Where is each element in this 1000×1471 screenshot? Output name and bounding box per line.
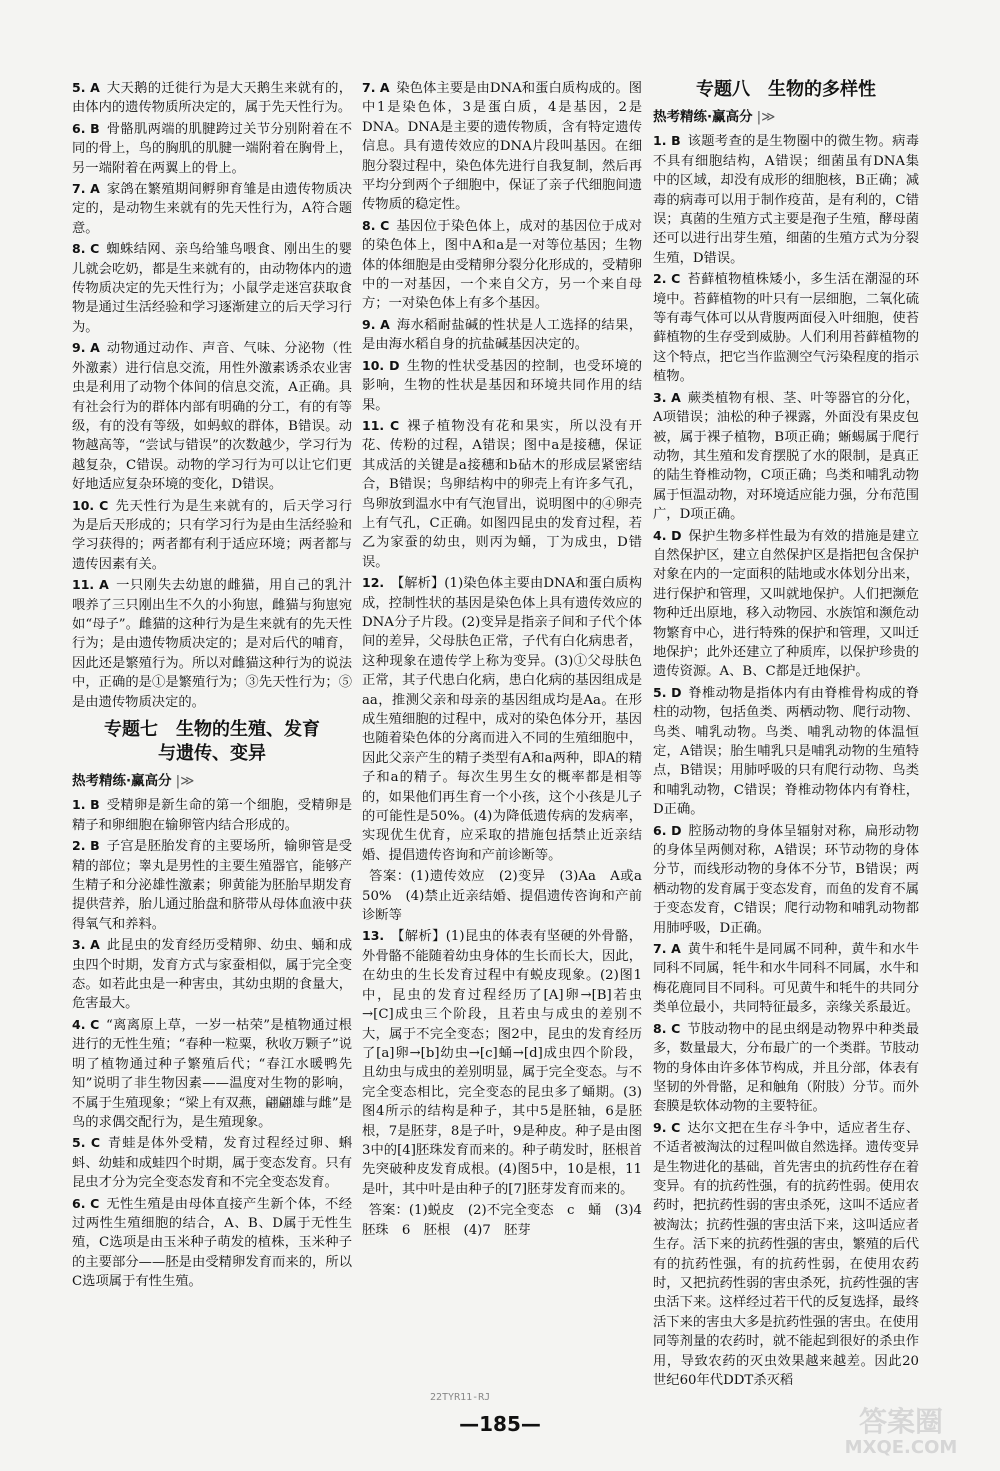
answer-text: 裸子植物没有花和果实，所以没有开花、传粉的过程，A错误；图中a是接穗，保证其成活的关键是a接穗和b砧木的形成层紧密结合，B错误；鸟卵结构中的卵壳上有许多气孔，鸟卵放到温水中有气泡冒出，说明图中的④卵壳上有气孔，C正确。如图四昆虫的发育过程，若乙为家蚕的幼虫，则丙为蛹，丁为成虫，D错误。 — [362, 418, 643, 570]
answer-number: 1. B — [653, 133, 681, 149]
answer-number: 5. C — [72, 1135, 101, 1151]
answer-number: 9. A — [72, 340, 100, 356]
answer-number: 8. C — [362, 217, 390, 233]
answer-text: 青蛙是体外受精，发育过程经过卵、蝌蚪、幼蛙和成蛙四个时期，属于变态发育。只有昆虫才分为完全变态发育和不完全变态发育。 — [72, 1136, 352, 1191]
answer-number: 7. A — [362, 80, 390, 95]
print-code: 22TYR11-RJ — [430, 1392, 491, 1403]
section-7-title: 专题七 生物的生殖、发育 与遗传、变异 — [104, 719, 320, 764]
answer-text: 一只刚失去幼崽的雌猫，用自己的乳汁喂养了三只刚出生不久的小狗崽，雌猫与狗崽宛如“母子”。雌猫的这种行为是生来就有的先天性行为；是由遗传物质决定的；是对后代的哺育，因此还是繁殖行为。所以对雌猫这种行为的说法中，正确的是①是繁殖行为；③先天性行为；⑤是由遗传物质决定的。 — [72, 578, 353, 710]
answer-number: 13. — [362, 928, 385, 944]
answer-item — [72, 119, 352, 178]
section-7-subtitle: 热考精练·赢高分 |≫ — [72, 773, 195, 789]
answer-number: 5. A — [72, 80, 100, 95]
answer-item — [72, 795, 352, 835]
answer-text: 保护生物多样性最为有效的措施是建立自然保护区，建立自然保护区是指把包含保护对象在内的一定面积的陆地或水体划分出来，进行保护和管理，又叫就地保护。人们把濒危物种迁出原地，移入动物园、水族馆和濒危动物繁育中心，进行特殊的保护和管理，又叫迁地保护；此外还建立了种质库，以保护珍贵的遗传资源。A、B、C都是迁地保护。 — [653, 528, 919, 680]
answer-item — [362, 78, 642, 215]
page-content — [72, 78, 918, 1408]
answer-item — [653, 821, 919, 938]
answer-item — [72, 836, 352, 934]
answer-text: 无性生殖是由母体直接产生新个体，不经过两性生殖细胞的结合，A、B、D属于无性生殖，C选项是由玉米种子萌发的植株，玉米种子的主要部分——胚是由受精卵发育而来的，所以C选项属于有性生殖。 — [72, 1196, 352, 1290]
answer-text: 此昆虫的发育经历受精卵、幼虫、蛹和成虫四个时期，发育方式与家蚕相似，属于完全变态。如若此虫是一种害虫，其幼虫期的食量大，危害最大。 — [72, 938, 353, 1012]
answer-text: 苔藓植物植株矮小，多生活在潮湿的环境中。苔藓植物的叶只有一层细胞，二氧化硫等有毒气体可以从背腹两面侵入叶细胞，使苔藓植物的生存受到威胁。人们利用苔藓植物的这个特点，把它当作监测空气污染程度的指示植物。 — [653, 272, 919, 385]
answer-number: 3. A — [653, 389, 681, 405]
answer-number: 6. B — [72, 120, 100, 136]
answer-item — [72, 239, 352, 337]
watermark-en: MXQE.COM — [844, 1437, 958, 1457]
answer-text: 黄牛和牦牛是同属不同种，黄牛和水牛同科不同属，牦牛和水牛同科不同属，水牛和梅花鹿同目不同科。可见黄牛和牦牛的共同分类单位最小，共同特征最多，亲缘关系最近。 — [653, 942, 919, 1016]
column-2 — [362, 78, 656, 1241]
answer-number: 3. A — [72, 937, 100, 953]
answer-text: 答案：(1)遗传效应 (2)变异 (3)Aa A或a 50% (4)禁止近亲结婚、提倡遗传咨询和产前诊断等 — [362, 869, 656, 924]
answer-item — [362, 356, 642, 415]
answer-text: 基因位于染色体上，成对的基因位于成对的染色体上，图中A和a是一对等位基因；生物体的体细胞是由受精卵分裂分化形成的，受精卵中的一对基因，一个来自父方，另一个来自母方；一对染色体上有多个基因。 — [362, 218, 642, 312]
answer-number: 10. C — [72, 497, 109, 513]
answer-text: “离离原上草，一岁一枯荣”是植物通过根进行的无性生殖；“春种一粒粟，秋收万颗子”说明了植物通过种子繁殖后代；“春江水暖鸭先知”说明了非生物因素——温度对生物的影响，不属于生殖现象；“梁上有双燕，翩翩雄与雌”是鸟的求偶交配行为，是生殖现象。 — [72, 1017, 352, 1130]
answer-item — [72, 179, 352, 238]
answer-number: 6. D — [653, 822, 682, 838]
answer-text: 节肢动物中的昆虫纲是动物界中种类最多，数量最大，分布最广的一个类群。节肢动物的身体由许多体节构成，并且分部，体表有坚韧的外骨骼，足和触角（附肢）分节。而外套膜是软体动物的主要特征。 — [653, 1021, 919, 1115]
answer-text: 骨骼肌两端的肌腱跨过关节分别附着在不同的骨上，鸟的胸肌的肌腱一端附着在胸骨上，另一端附着在两翼上的骨上。 — [72, 121, 353, 176]
answer-item — [362, 926, 642, 1199]
answer-item — [72, 496, 352, 575]
answer-number: 9. C — [653, 1119, 681, 1135]
answer-item — [72, 935, 352, 1014]
answer-item — [362, 866, 656, 925]
answer-number: 10. D — [362, 357, 400, 373]
answer-item — [653, 1019, 919, 1117]
answer-item — [362, 1200, 656, 1240]
answer-text: 蕨类植物有根、茎、叶等器官的分化，A项错误；油松的种子裸露，外面没有果皮包被，属于裸子植物，B项正确；蜥蜴属于爬行动物，其生殖和发育摆脱了水的限制，是真正的陆生脊椎动物，C项正确；鸟类和哺乳动物属于恒温动物，对环境适应能力强，分布范围广，D项正确。 — [653, 390, 919, 523]
column-3 — [653, 78, 919, 1391]
page-number: —185— — [459, 1412, 541, 1436]
answer-item — [72, 1133, 352, 1192]
answer-item — [72, 1194, 352, 1292]
answer-text: 该题考查的是生物圈中的微生物。病毒不具有细胞结构，A错误；细菌虽有DNA集中的区域，却没有成形的细胞核，B正确；减毒的病毒可以用于制作疫苗，是有利的，C错误；真菌的生殖方式主要是孢子生殖，酵母菌还可以进行出芽生殖，细菌的生殖方式为分裂生殖，D错误。 — [653, 134, 920, 266]
answer-item — [72, 78, 352, 118]
answer-item — [362, 315, 642, 355]
answer-text: 大天鹅的迁徙行为是大天鹅生来就有的，由体内的遗传物质所决定的，属于先天性行为。 — [72, 81, 353, 116]
answer-number: 11. C — [362, 417, 400, 433]
answer-item — [362, 416, 642, 572]
answer-text: 动物通过动作、声音、气味、分泌物（性外激素）进行信息交流，用性外激素诱杀农业害虫是利用了动物个体间的信息交流，A正确。具有社会行为的群体内部有明确的分工，有的有等级，有的没有等级，如蚂蚁的群体，B错误。动物越高等，“尝试与错误”的次数越少，学习行为越复杂，C错误。动物的学习行为可以让它们更好地适应复杂环境的变化，D错误。 — [72, 341, 353, 493]
answer-text: 生物的性状受基因的控制，也受环境的影响，生物的性状是基因和环境共同作用的结果。 — [362, 358, 642, 413]
column-1 — [72, 78, 352, 1293]
answer-item — [72, 338, 352, 494]
answer-text: 达尔文把在生存斗争中，适应者生存、不适者被淘汰的过程叫做自然选择。遗传变异是生物进化的基础，首先害虫的抗药性存在着变异。有的抗药性强，有的抗药性弱。使用农药时，把抗药性弱的害虫杀死，这叫不适应者被淘汰；抗药性强的害虫活下来，这叫适应者生存。活下来的抗药性强的害虫，繁殖的后代有的抗药性强，有的抗药性弱，在使用农药时，又把抗药性弱的害虫杀死，抗药性强的害虫活下来。这样经过若干代的反复选择，最终活下来的害虫大多是抗药性强的害虫。在使用同等剂量的农药时，就不能起到很好的杀虫作用，导致农药的灭虫效果越来越差。因此20世纪60年代DDT杀灭稻 — [653, 1120, 919, 1388]
section-8-title: 专题八 生物的多样性 — [696, 79, 876, 100]
answer-item — [653, 526, 919, 682]
answer-item — [362, 573, 642, 865]
answer-number: 7. A — [653, 941, 681, 957]
answer-text: 蜘蛛结网、亲鸟给雏鸟喂食、刚出生的婴儿就会吃奶，都是生来就有的，由动物体内的遗传物质决定的先天性行为；小鼠学走迷宫获取食物是通过生活经验和学习逐渐建立的后天学习行为。 — [72, 242, 352, 335]
answer-text: 【解析】(1)染色体主要由DNA和蛋白质构成，控制性状的基因是染色体上具有遗传效应的DNA分子片段。(2)变异是指亲子间和子代个体间的差异，父母肤色正常，子代有白化病患者，这种现象在遗传学上称为变异。(3)①父母肤色正常，其子代患白化病，患白化病的基因组成是aa，推测父亲和母亲的基因组成均是Aa。在形成生殖细胞的过程中，成对的染色体分开，基因也随着染色体的分离而进入不同的生殖细胞中，因此父亲产生的精子类型有A和a两种，即A的精子和a的精子。每次生男生女的概率都是相等的，如果他们再生育一个小孩，这个小孩是儿子的可能性是50%。(4)为降低遗传病的发病率，实现优生优育，应采取的措施包括禁止近亲结婚、提倡遗传咨询和产前诊断等。 — [362, 576, 642, 863]
answer-text: 【解析】(1)昆虫的体表有坚硬的外骨骼，外骨骼不能随着幼虫身体的生长而长大，因此，在幼虫的生长发育过程中有蜕皮现象。(2)图1中，昆虫的发育过程经历了[A]卵→[B]若虫→[C]成虫三个阶段，且若虫与成虫的差别不大，属于不完全变态；图2中，昆虫的发育经历了[a]卵→[b]幼虫→[c]蛹→[d]成虫四个阶段，且幼虫与成虫的差别明显，属于完全变态。与不完全变态相比，完全变态的昆虫多了蛹期。(3)图4所示的结构是种子，其中5是胚轴，6是胚根，7是胚芽，8是子叶，9是种皮。种子是由图3中的[4]胚珠发育而来的。种子萌发时，胚根首先突破种皮发育成根。(4)图5中，10是根，11是叶，其中叶是由种子的[7]胚芽发育而来的。 — [362, 929, 642, 1197]
answer-text: 家鸽在繁殖期间孵卵育雏是由遗传物质决定的，是动物生来就有的先天性行为，A符合题意。 — [72, 182, 353, 236]
answer-item — [653, 388, 919, 525]
answer-number: 9. A — [362, 316, 390, 332]
answer-number: 7. A — [72, 181, 100, 197]
answer-number: 8. C — [653, 1020, 681, 1036]
answer-text: 海水稻耐盐碱的性状是人工选择的结果，是由海水稻自身的抗盐碱基因决定的。 — [362, 317, 643, 353]
answer-item — [653, 1118, 919, 1391]
answer-number: 1. B — [72, 797, 100, 813]
answer-item — [653, 131, 919, 268]
answer-number: 4. D — [653, 527, 682, 543]
answer-text: 腔肠动物的身体呈辐射对称，扁形动物的身体呈两侧对称，A错误；环节动物的身体分节，而线形动物的身体不分节，B错误；两栖动物的发育属于变态发育，而鱼的发育不属于变态发育，C错误；爬行动物和哺乳动物都用肺呼吸，D正确。 — [653, 823, 919, 936]
answer-text: 答案：(1)蜕皮 (2)不完全变态 c 蛹 (3)4 胚珠 6 胚根 (4)7 胚芽 — [362, 1203, 656, 1238]
answer-number: 8. C — [72, 241, 100, 257]
answer-number: 12. — [362, 575, 385, 591]
watermark-logo — [826, 1401, 976, 1457]
answer-item — [362, 216, 642, 314]
answer-number: 4. C — [72, 1016, 100, 1032]
answer-text: 脊椎动物是指体内有由脊椎骨构成的脊柱的动物，包括鱼类、两栖动物、爬行动物、鸟类、哺乳动物。鸟类、哺乳动物的体温恒定，A错误；胎生哺乳只是哺乳动物的生殖特点，B错误；用肺呼吸的只有爬行动物、鸟类和哺乳动物，C错误；脊椎动物体内有脊柱，D正确。 — [653, 685, 919, 818]
answer-text: 子宫是胚胎发育的主要场所，输卵管是受精的部位；睾丸是男性的主要生殖器官，能够产生精子和分泌雄性激素；卵黄能为胚胎早期发育提供营养，胎儿通过胎盘和脐带从母体血液中获得氧气和养料。 — [72, 839, 353, 932]
answer-item — [72, 575, 352, 712]
section-8-subtitle: 热考精练·赢高分 |≫ — [653, 109, 776, 125]
answer-number: 2. B — [72, 838, 100, 854]
answer-item — [653, 939, 919, 1018]
answer-item — [653, 269, 919, 386]
watermark-cn: 答案圈 — [858, 1405, 944, 1438]
answer-number: 5. D — [653, 684, 682, 700]
answer-text: 先天性行为是生来就有的，后天学习行为是后天形成的；只有学习行为是由生活经验和学习获得的；两者都有利于适应环境；两者都与遗传因素有关。 — [72, 498, 353, 572]
answer-item — [653, 683, 919, 820]
answer-text: 受精卵是新生命的第一个细胞，受精卵是精子和卵细胞在输卵管内结合形成的。 — [72, 798, 353, 833]
answer-number: 2. C — [653, 271, 681, 287]
answer-text: 染色体主要是由DNA和蛋白质构成的。图中1是染色体，3是蛋白质，4是基因，2是DNA。DNA是主要的遗传物质，含有特定遗传信息。具有遗传效应的DNA片段叫基因。在细胞分裂过程中，染色体先进行自我复制，然后再平均分到两个子细胞中，保证了亲子代细胞间遗传物质的稳定性。 — [362, 81, 642, 213]
answer-number: 6. C — [72, 1195, 100, 1211]
answer-item — [72, 1015, 352, 1132]
answer-number: 11. A — [72, 577, 109, 593]
